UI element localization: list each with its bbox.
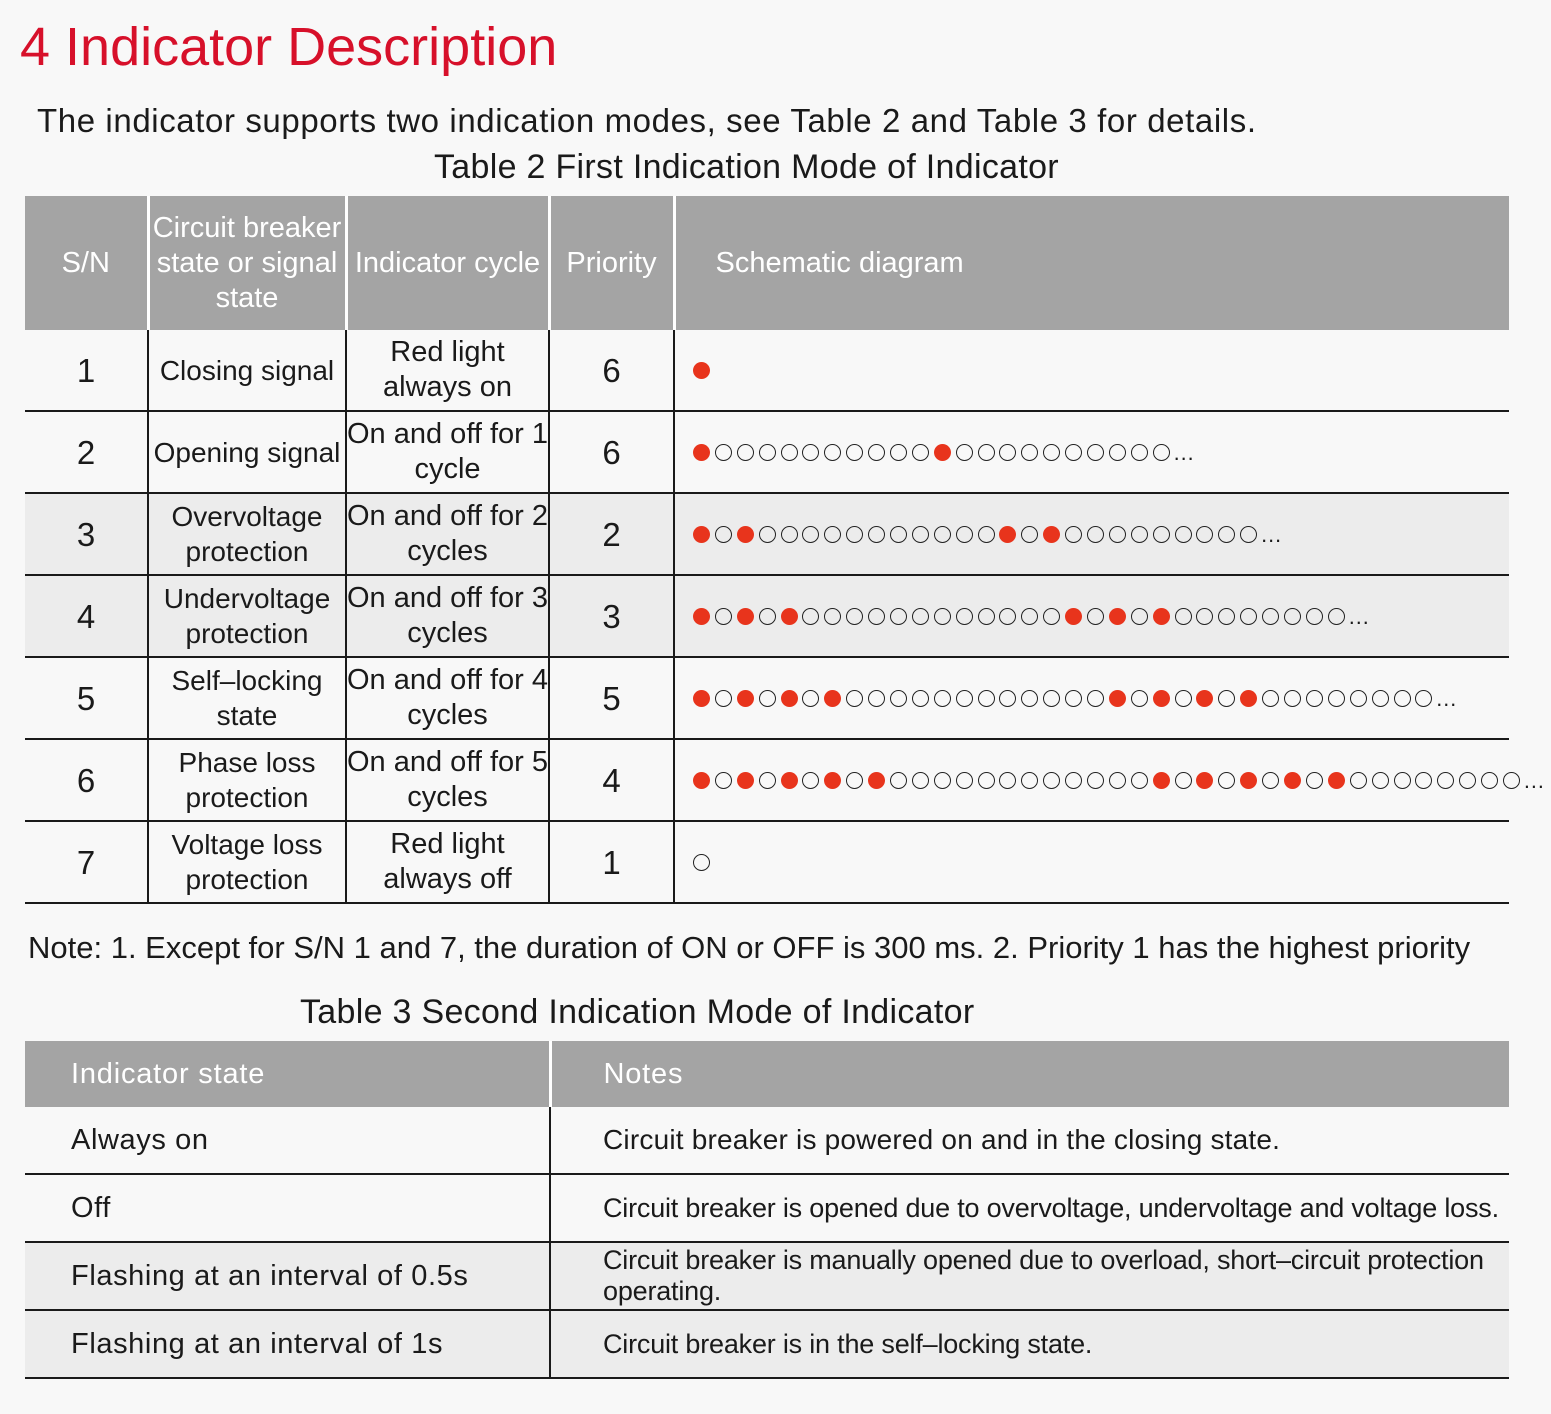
led-on-icon [1153,690,1170,707]
sn-cell: 6 [25,739,148,821]
priority-cell: 6 [549,411,674,493]
led-off-icon [1394,690,1411,707]
led-off-icon [1306,608,1323,625]
state-cell: Closing signal [148,330,346,411]
led-off-icon [1131,444,1148,461]
led-on-icon [1196,772,1213,789]
led-on-icon [781,608,798,625]
led-off-icon [1306,690,1323,707]
led-off-icon [868,526,885,543]
led-off-icon [978,772,995,789]
led-off-icon [1021,690,1038,707]
led-on-icon [999,526,1016,543]
priority-cell: 5 [549,657,674,739]
led-on-icon [693,690,710,707]
header-indicator-state: Indicator state [25,1041,550,1107]
led-on-icon [693,608,710,625]
led-off-icon [1437,772,1454,789]
led-off-icon [978,690,995,707]
led-on-icon [1240,690,1257,707]
led-on-icon [737,690,754,707]
led-off-icon [1262,772,1279,789]
led-on-icon [934,444,951,461]
cycle-cell: Red light always on [346,330,549,411]
led-off-icon [934,526,951,543]
led-off-icon [1328,690,1345,707]
header-notes: Notes [550,1041,1509,1107]
schematic-cell [674,493,1509,575]
page-title: 4 Indicator Description [20,17,558,77]
led-off-icon [1394,772,1411,789]
led-on-icon [1153,772,1170,789]
led-off-icon [1284,608,1301,625]
led-on-icon [1240,772,1257,789]
led-off-icon [890,526,907,543]
table-row [25,575,1509,657]
led-off-icon [999,444,1016,461]
led-off-icon [1153,444,1170,461]
schematic-cell [674,575,1509,657]
led-off-icon [759,690,776,707]
led-off-icon [1175,772,1192,789]
header-priority: Priority [549,196,674,330]
led-pattern [693,850,1509,874]
cycle-cell: On and off for 2 cycles [346,493,549,575]
led-off-icon [912,772,929,789]
led-off-icon [912,608,929,625]
led-off-icon [1175,608,1192,625]
led-off-icon [1087,690,1104,707]
led-off-icon [1262,690,1279,707]
led-on-icon [1196,690,1213,707]
led-pattern [693,522,1509,546]
led-off-icon [1459,772,1476,789]
led-on-icon [737,608,754,625]
ellipsis: … [1172,439,1195,465]
led-on-icon [693,444,710,461]
led-off-icon [1065,526,1082,543]
led-off-icon [912,526,929,543]
led-off-icon [1481,772,1498,789]
led-on-icon [693,772,710,789]
led-off-icon [868,444,885,461]
table-row [25,657,1509,739]
led-pattern [693,604,1509,628]
schematic-cell [674,657,1509,739]
led-off-icon [1218,526,1235,543]
led-off-icon [1021,526,1038,543]
ellipsis: … [1522,767,1545,793]
led-off-icon [999,608,1016,625]
led-off-icon [715,526,732,543]
led-off-icon [956,526,973,543]
led-off-icon [1021,444,1038,461]
led-off-icon [759,526,776,543]
led-off-icon [1240,526,1257,543]
led-pattern [693,440,1509,464]
cycle-cell: On and off for 3 cycles [346,575,549,657]
led-off-icon [1087,772,1104,789]
led-off-icon [978,444,995,461]
led-on-icon [693,362,710,379]
led-off-icon [1415,772,1432,789]
led-off-icon [824,444,841,461]
led-on-icon [1284,772,1301,789]
state-cell: Self–locking state [148,657,346,739]
led-off-icon [781,526,798,543]
notes-cell: Circuit breaker is opened due to overvoltage, undervoltage and voltage loss. [550,1174,1509,1242]
led-on-icon [781,772,798,789]
header-cycle: Indicator cycle [346,196,549,330]
led-off-icon [999,690,1016,707]
table2-header-row [25,196,1509,330]
intro-text: The indicator supports two indication modes, see Table 2 and Table 3 for details. [37,102,1257,139]
led-off-icon [759,608,776,625]
led-off-icon [1087,608,1104,625]
led-on-icon [1109,608,1126,625]
led-off-icon [1043,690,1060,707]
led-off-icon [802,526,819,543]
led-on-icon [1043,526,1060,543]
led-off-icon [824,608,841,625]
led-off-icon [1284,690,1301,707]
led-off-icon [737,444,754,461]
led-off-icon [1021,772,1038,789]
led-off-icon [1131,608,1148,625]
led-on-icon [824,772,841,789]
table2 [25,196,1545,904]
led-off-icon [1087,526,1104,543]
cycle-cell: Red light always off [346,821,549,903]
led-off-icon [1372,772,1389,789]
led-off-icon [846,690,863,707]
led-on-icon [868,772,885,789]
state-cell: Overvoltage protection [148,493,346,575]
led-off-icon [759,444,776,461]
led-off-icon [956,608,973,625]
led-off-icon [978,526,995,543]
led-off-icon [868,690,885,707]
led-off-icon [868,608,885,625]
table-row [25,1174,1509,1242]
led-on-icon [1065,608,1082,625]
led-off-icon [1196,608,1213,625]
led-off-icon [802,608,819,625]
ellipsis: … [1347,603,1370,629]
indicator-state-cell: Off [25,1174,550,1242]
sn-cell: 5 [25,657,148,739]
led-off-icon [1218,772,1235,789]
led-off-icon [802,772,819,789]
table-row [25,493,1509,575]
priority-cell: 2 [549,493,674,575]
ellipsis: … [1435,685,1458,711]
led-off-icon [934,690,951,707]
led-off-icon [890,444,907,461]
indicator-state-cell: Flashing at an interval of 1s [25,1310,550,1378]
led-off-icon [890,690,907,707]
led-on-icon [693,526,710,543]
led-off-icon [1372,690,1389,707]
led-off-icon [715,690,732,707]
table-row [25,739,1509,821]
table-row [25,1107,1509,1174]
led-off-icon [715,772,732,789]
led-off-icon [1175,526,1192,543]
table-row [25,411,1509,493]
led-off-icon [1218,608,1235,625]
led-off-icon [1109,444,1126,461]
state-cell: Voltage loss protection [148,821,346,903]
led-off-icon [1196,526,1213,543]
state-cell: Phase loss protection [148,739,346,821]
led-off-icon [1065,690,1082,707]
priority-cell: 4 [549,739,674,821]
cycle-cell: On and off for 4 cycles [346,657,549,739]
led-pattern [693,686,1509,710]
header-diagram: Schematic diagram [674,196,1509,330]
cycle-cell: On and off for 1 cycle [346,411,549,493]
led-off-icon [1043,608,1060,625]
schematic-cell [674,330,1509,411]
sn-cell: 1 [25,330,148,411]
led-on-icon [781,690,798,707]
state-cell: Undervoltage protection [148,575,346,657]
sn-cell: 7 [25,821,148,903]
table3-header-row [25,1041,1509,1107]
led-off-icon [1043,444,1060,461]
schematic-cell [674,821,1509,903]
table-row [25,330,1509,411]
led-off-icon [1131,772,1148,789]
led-off-icon [1021,608,1038,625]
led-off-icon [846,608,863,625]
led-off-icon [846,772,863,789]
indicator-state-cell: Flashing at an interval of 0.5s [25,1242,550,1310]
led-off-icon [802,690,819,707]
schematic-cell [674,411,1509,493]
schematic-cell [674,739,1545,821]
table3-caption: Table 3 Second Indication Mode of Indicator [300,993,975,1031]
led-on-icon [1109,690,1126,707]
led-pattern [693,767,1545,793]
priority-cell: 6 [549,330,674,411]
led-on-icon [737,772,754,789]
led-off-icon [759,772,776,789]
sn-cell: 4 [25,575,148,657]
table2-note: Note: 1. Except for S/N 1 and 7, the duration of ON or OFF is 300 ms. 2. Priority 1 has the highest priority [28,930,1471,965]
led-off-icon [1153,526,1170,543]
led-off-icon [956,690,973,707]
led-off-icon [934,772,951,789]
indicator-state-cell: Always on [25,1107,550,1174]
led-off-icon [1065,772,1082,789]
led-off-icon [934,608,951,625]
notes-cell: Circuit breaker is manually opened due to overload, short–circuit protection operating. [550,1242,1509,1310]
led-on-icon [1153,608,1170,625]
led-on-icon [1328,772,1345,789]
table3 [25,1041,1509,1379]
led-off-icon [1131,690,1148,707]
led-off-icon [912,444,929,461]
priority-cell: 1 [549,821,674,903]
led-off-icon [1109,772,1126,789]
led-off-icon [956,772,973,789]
led-off-icon [1109,526,1126,543]
led-off-icon [1131,526,1148,543]
led-off-icon [1306,772,1323,789]
led-off-icon [1350,690,1367,707]
notes-cell: Circuit breaker is powered on and in the closing state. [550,1107,1509,1174]
cycle-cell: On and off for 5 cycles [346,739,549,821]
led-off-icon [1065,444,1082,461]
sn-cell: 2 [25,411,148,493]
led-off-icon [824,526,841,543]
header-state: Circuit breaker state or signal state [148,196,346,330]
led-off-icon [715,444,732,461]
led-off-icon [978,608,995,625]
state-cell: Opening signal [148,411,346,493]
led-pattern [693,358,1509,382]
table-row [25,1242,1509,1310]
table-row [25,1310,1509,1378]
led-off-icon [846,444,863,461]
header-sn: S/N [25,196,148,330]
led-off-icon [1175,690,1192,707]
led-off-icon [1262,608,1279,625]
led-off-icon [1415,690,1432,707]
led-off-icon [999,772,1016,789]
led-off-icon [956,444,973,461]
priority-cell: 3 [549,575,674,657]
led-off-icon [1043,772,1060,789]
led-off-icon [1328,608,1345,625]
led-off-icon [1218,690,1235,707]
led-off-icon [846,526,863,543]
led-off-icon [693,854,710,871]
led-off-icon [912,690,929,707]
led-off-icon [1503,772,1520,789]
led-off-icon [890,772,907,789]
led-off-icon [715,608,732,625]
led-off-icon [781,444,798,461]
led-off-icon [1087,444,1104,461]
led-on-icon [737,526,754,543]
sn-cell: 3 [25,493,148,575]
table2-caption: Table 2 First Indication Mode of Indicator [434,148,1059,186]
led-off-icon [1240,608,1257,625]
led-off-icon [1350,772,1367,789]
notes-cell: Circuit breaker is in the self–locking state. [550,1310,1509,1378]
led-on-icon [824,690,841,707]
ellipsis: … [1260,521,1283,547]
table-row [25,821,1509,903]
led-off-icon [890,608,907,625]
led-off-icon [802,444,819,461]
